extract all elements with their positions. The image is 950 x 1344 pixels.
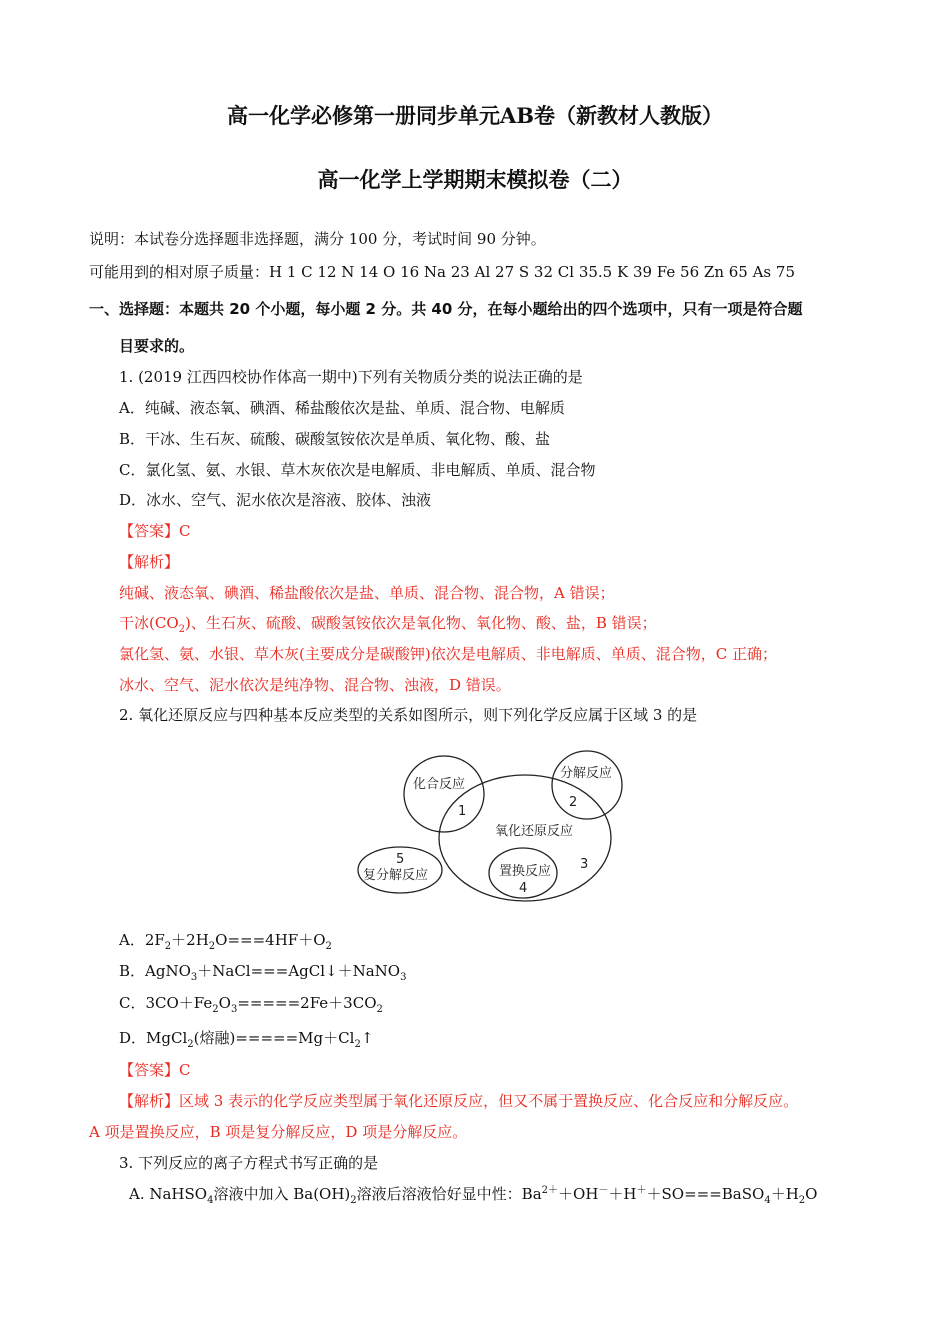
q1-analysis-c: 氯化氢、氨、水银、草木灰(主要成分是碳酸钾)依次是电解质、非电解质、单质、混合物，C 正确；	[119, 645, 777, 663]
q2-stem: 2. 氧化还原反应与四种基本反应类型的关系如图所示，则下列化学反应属于区域 3 的是	[119, 706, 698, 724]
q3-a-t6: ＋SO===BaSO	[646, 1185, 765, 1203]
q3-a-t1: A. NaHSO	[129, 1185, 208, 1203]
label-n1: 1	[458, 804, 467, 819]
q3-a-t5: ＋H	[608, 1185, 637, 1203]
q3-a-t2: 溶液中加入 Ba(OH)	[213, 1185, 351, 1203]
q1-analysis-label: 【解析】	[119, 553, 180, 571]
document-title: 高一化学必修第一册同步单元AB卷（新教材人教版）	[226, 103, 724, 128]
q2-option-b-s2: 3	[400, 972, 407, 983]
q2-option-a	[119, 930, 332, 950]
q1-analysis-b-part2: )、生石灰、硫酸、碳酸氢铵依次是氧化物、氧化物、酸、盐，B 错误；	[185, 614, 657, 632]
q3-a-s1: 4	[207, 1195, 214, 1206]
q2-analysis-text: 区域 3 表示的化学反应类型属于氧化还原反应，但又不属于置换反应、化合反应和分解反应。	[179, 1092, 799, 1110]
q2-option-c-s3: 2	[376, 1004, 383, 1015]
q2-option-a-s3: 2	[325, 941, 332, 952]
q1-analysis-b	[119, 613, 657, 633]
q1-option-d: D．冰水、空气、泥水依次是溶液、胶体、浊液	[119, 491, 432, 509]
q2-option-a-s2: 2	[208, 941, 216, 952]
q3-a-t3: 溶液后溶液恰好显中性：Ba	[356, 1185, 542, 1203]
q3-a-t4: ＋OH	[558, 1185, 599, 1203]
q1-analysis-b-sub: 2	[178, 624, 186, 635]
label-n3: 3	[580, 857, 589, 872]
q3-a-s2: 2	[350, 1195, 357, 1206]
q2-option-d	[119, 1028, 373, 1048]
q2-analysis-cont: A 项是置换反应，B 项是复分解反应，D 项是分解反应。	[89, 1123, 468, 1141]
q2-option-b-s1: 3	[190, 972, 198, 983]
q1-stem: 1. (2019 江西四校协作体高一期中)下列有关物质分类的说法正确的是	[119, 368, 583, 386]
exam-title: 高一化学上学期期末模拟卷（二）	[317, 167, 633, 192]
q2-option-c-s1: 2	[212, 1004, 219, 1015]
q1-analysis-d: 冰水、空气、泥水依次是纯净物、混合物、浊液，D 错误。	[119, 676, 511, 694]
q3-a-t8: O	[805, 1185, 818, 1203]
q2-analysis	[119, 1091, 798, 1111]
decomposition-circle	[552, 751, 622, 819]
label-decomposition: 分解反应	[560, 766, 613, 781]
q2-option-d-t1: D．MgCl	[119, 1029, 188, 1047]
q3-a-p2: －	[598, 1185, 609, 1196]
q1-option-b: B．干冰、生石灰、硫酸、碳酸氢铵依次是单质、氧化物、酸、盐	[119, 430, 551, 448]
label-double-decomposition: 复分解反应	[363, 868, 429, 883]
q2-option-a-t3: O===4HF＋O	[215, 931, 326, 949]
q2-option-b-t2: ＋NaCl===AgCl↓＋NaNO	[197, 962, 401, 980]
q2-option-c	[119, 993, 383, 1013]
q3-a-p3: ＋	[636, 1185, 647, 1196]
q2-analysis-label: 【解析】	[119, 1092, 180, 1110]
q3-option-a	[129, 1184, 817, 1204]
q1-analysis-a: 纯碱、液态氧、碘酒、稀盐酸依次是盐、单质、混合物、混合物，A 错误；	[119, 584, 615, 602]
q2-option-d-t3: ↑	[360, 1029, 374, 1047]
q1-analysis-b-part1: 干冰(CO	[119, 614, 179, 632]
q2-option-c-t3: =====2Fe＋3CO	[237, 994, 377, 1012]
q2-option-a-s1: 2	[164, 941, 172, 952]
label-n4: 4	[519, 881, 528, 896]
q1-answer: 【答案】C	[119, 522, 191, 540]
q2-answer: 【答案】C	[119, 1061, 191, 1079]
venn-diagram	[355, 745, 625, 905]
atomic-masses: 可能用到的相对原子质量：H 1 C 12 N 14 O 16 Na 23 Al 27 S 32 Cl 35.5 K 39 Fe 56 Zn 65 As 75	[89, 263, 795, 281]
q2-option-d-s1: 2	[187, 1039, 194, 1050]
q1-option-a: A．纯碱、液态氧、碘酒、稀盐酸依次是盐、单质、混合物、电解质	[119, 399, 565, 417]
q3-a-p1: 2＋	[541, 1185, 559, 1196]
q3-stem: 3. 下列反应的离子方程式书写正确的是	[119, 1154, 379, 1172]
label-n5: 5	[396, 852, 405, 867]
q2-option-b	[119, 961, 406, 981]
q3-a-s4: 2	[798, 1195, 806, 1206]
q1-option-c: C．氯化氢、氨、水银、草木灰依次是电解质、非电解质、单质、混合物	[119, 461, 596, 479]
q2-option-c-t1: C．3CO＋Fe	[119, 994, 213, 1012]
label-redox: 氧化还原反应	[495, 824, 574, 839]
q2-option-c-t2: O	[218, 994, 231, 1012]
combination-circle	[404, 756, 484, 832]
q2-option-c-s2: 3	[230, 1004, 238, 1015]
q2-option-b-t1: B．AgNO	[119, 962, 191, 980]
section-heading-cont: 目要求的。	[119, 337, 195, 355]
q2-option-a-t2: ＋2H	[171, 931, 209, 949]
q2-option-d-s2: 2	[354, 1039, 361, 1050]
label-combination: 化合反应	[413, 777, 466, 792]
q3-a-t7: ＋H	[770, 1185, 799, 1203]
q2-option-a-t1: A．2F	[119, 931, 165, 949]
label-displacement: 置换反应	[499, 864, 552, 879]
label-n2: 2	[569, 795, 578, 810]
q3-a-s3: 4	[764, 1195, 771, 1206]
section-heading: 一、选择题：本题共 20 个小题，每小题 2 分。共 40 分，在每小题给出的四个选项中，只有一项是符合题	[89, 300, 803, 318]
q2-option-d-t2: (熔融)=====Mg＋Cl	[193, 1029, 355, 1047]
exam-note: 说明：本试卷分选择题非选择题，满分 100 分，考试时间 90 分钟。	[89, 230, 546, 248]
